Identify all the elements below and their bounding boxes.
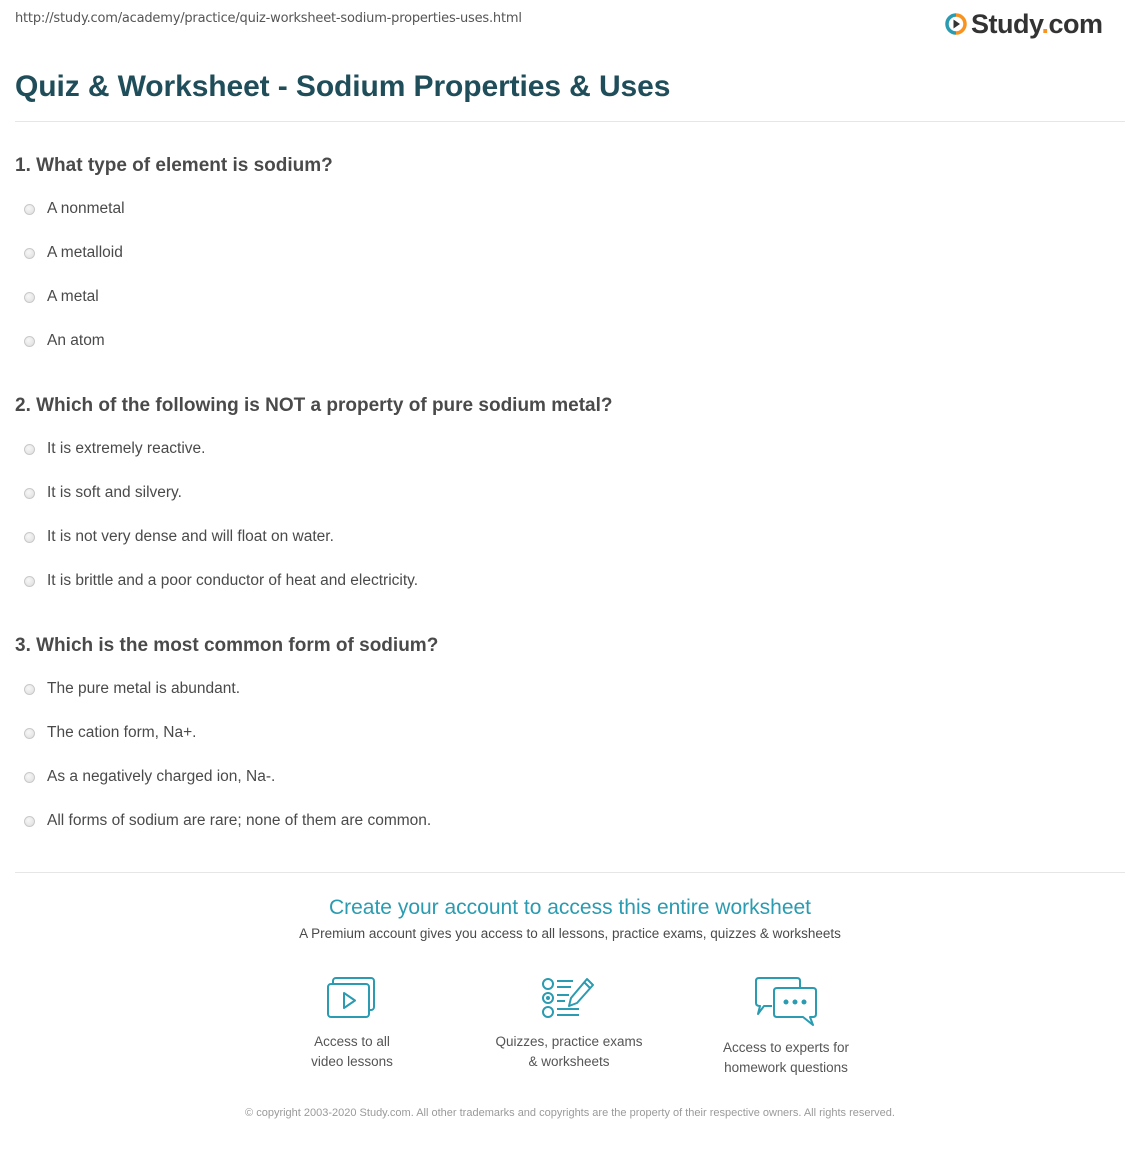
feature-label-line: Access to all <box>314 1034 390 1049</box>
copyright-footer: © copyright 2003-2020 Study.com. All other trademarks and copyrights are the property of their respective owners. All rights reserved. <box>245 1107 895 1119</box>
answer-label: It is not very dense and will float on water. <box>47 528 334 545</box>
radio-button[interactable] <box>24 444 35 455</box>
quiz-checklist-icon <box>469 976 669 1020</box>
answer-option[interactable] <box>24 528 334 546</box>
answer-label: An atom <box>47 332 105 349</box>
feature-quizzes <box>469 976 669 1072</box>
divider <box>15 872 1125 873</box>
answer-option[interactable] <box>24 440 206 458</box>
answer-label: It is extremely reactive. <box>47 440 206 457</box>
answer-label: It is brittle and a poor conductor of heat and electricity. <box>47 572 419 589</box>
answer-label: All forms of sodium are rare; none of them are common. <box>47 812 432 829</box>
radio-button[interactable] <box>24 728 35 739</box>
answer-option[interactable] <box>24 572 418 590</box>
divider <box>15 121 1125 122</box>
radio-button[interactable] <box>24 488 35 499</box>
answer-option[interactable] <box>24 288 99 306</box>
question-1: 1. What type of element is sodium? <box>15 155 333 176</box>
feature-label-line: Access to experts for <box>722 1040 850 1055</box>
radio-button[interactable] <box>24 204 35 215</box>
radio-button[interactable] <box>24 292 35 303</box>
video-lessons-icon <box>252 976 452 1020</box>
answer-option[interactable] <box>24 768 275 786</box>
feature-video-lessons <box>252 976 452 1072</box>
chat-bubbles-icon <box>686 976 886 1026</box>
answer-label: As a negatively charged ion, Na-. <box>47 768 276 785</box>
answer-label: A nonmetal <box>47 200 125 217</box>
page-url: http://study.com/academy/practice/quiz-worksheet-sodium-properties-uses.html <box>15 11 522 26</box>
answer-label: The cation form, Na+. <box>47 724 197 741</box>
radio-button[interactable] <box>24 684 35 695</box>
radio-button[interactable] <box>24 336 35 347</box>
radio-button[interactable] <box>24 772 35 783</box>
question-2: 2. Which of the following is NOT a property of pure sodium metal? <box>15 395 613 416</box>
answer-label: The pure metal is abundant. <box>47 680 241 697</box>
radio-button[interactable] <box>24 816 35 827</box>
answer-option[interactable] <box>24 724 196 742</box>
feature-label-line: video lessons <box>311 1054 393 1069</box>
feature-label-line: & worksheets <box>528 1054 610 1069</box>
study-logo[interactable] <box>945 8 1103 40</box>
play-circle-logo-icon <box>945 13 967 35</box>
answer-option[interactable] <box>24 484 182 502</box>
radio-button[interactable] <box>24 248 35 259</box>
answer-option[interactable] <box>24 200 125 218</box>
logo-wordmark: Study.com <box>971 9 1103 39</box>
radio-button[interactable] <box>24 576 35 587</box>
cta-subtitle: A Premium account gives you access to all lessons, practice exams, quizzes & worksheets <box>299 926 841 941</box>
feature-label-line: homework questions <box>724 1060 848 1075</box>
question-3: 3. Which is the most common form of sodium? <box>15 635 439 656</box>
feature-experts <box>686 976 886 1078</box>
answer-option[interactable] <box>24 680 240 698</box>
page-title: Quiz & Worksheet - Sodium Properties & Uses <box>15 70 671 103</box>
answer-option[interactable] <box>24 812 431 830</box>
answer-option[interactable] <box>24 244 123 262</box>
answer-option[interactable] <box>24 332 105 350</box>
answer-label: A metalloid <box>47 244 123 261</box>
create-account-link[interactable]: Create your account to access this entire worksheet <box>328 896 812 919</box>
feature-label-line: Quizzes, practice exams <box>495 1034 643 1049</box>
answer-label: A metal <box>47 288 99 305</box>
radio-button[interactable] <box>24 532 35 543</box>
answer-label: It is soft and silvery. <box>47 484 182 501</box>
